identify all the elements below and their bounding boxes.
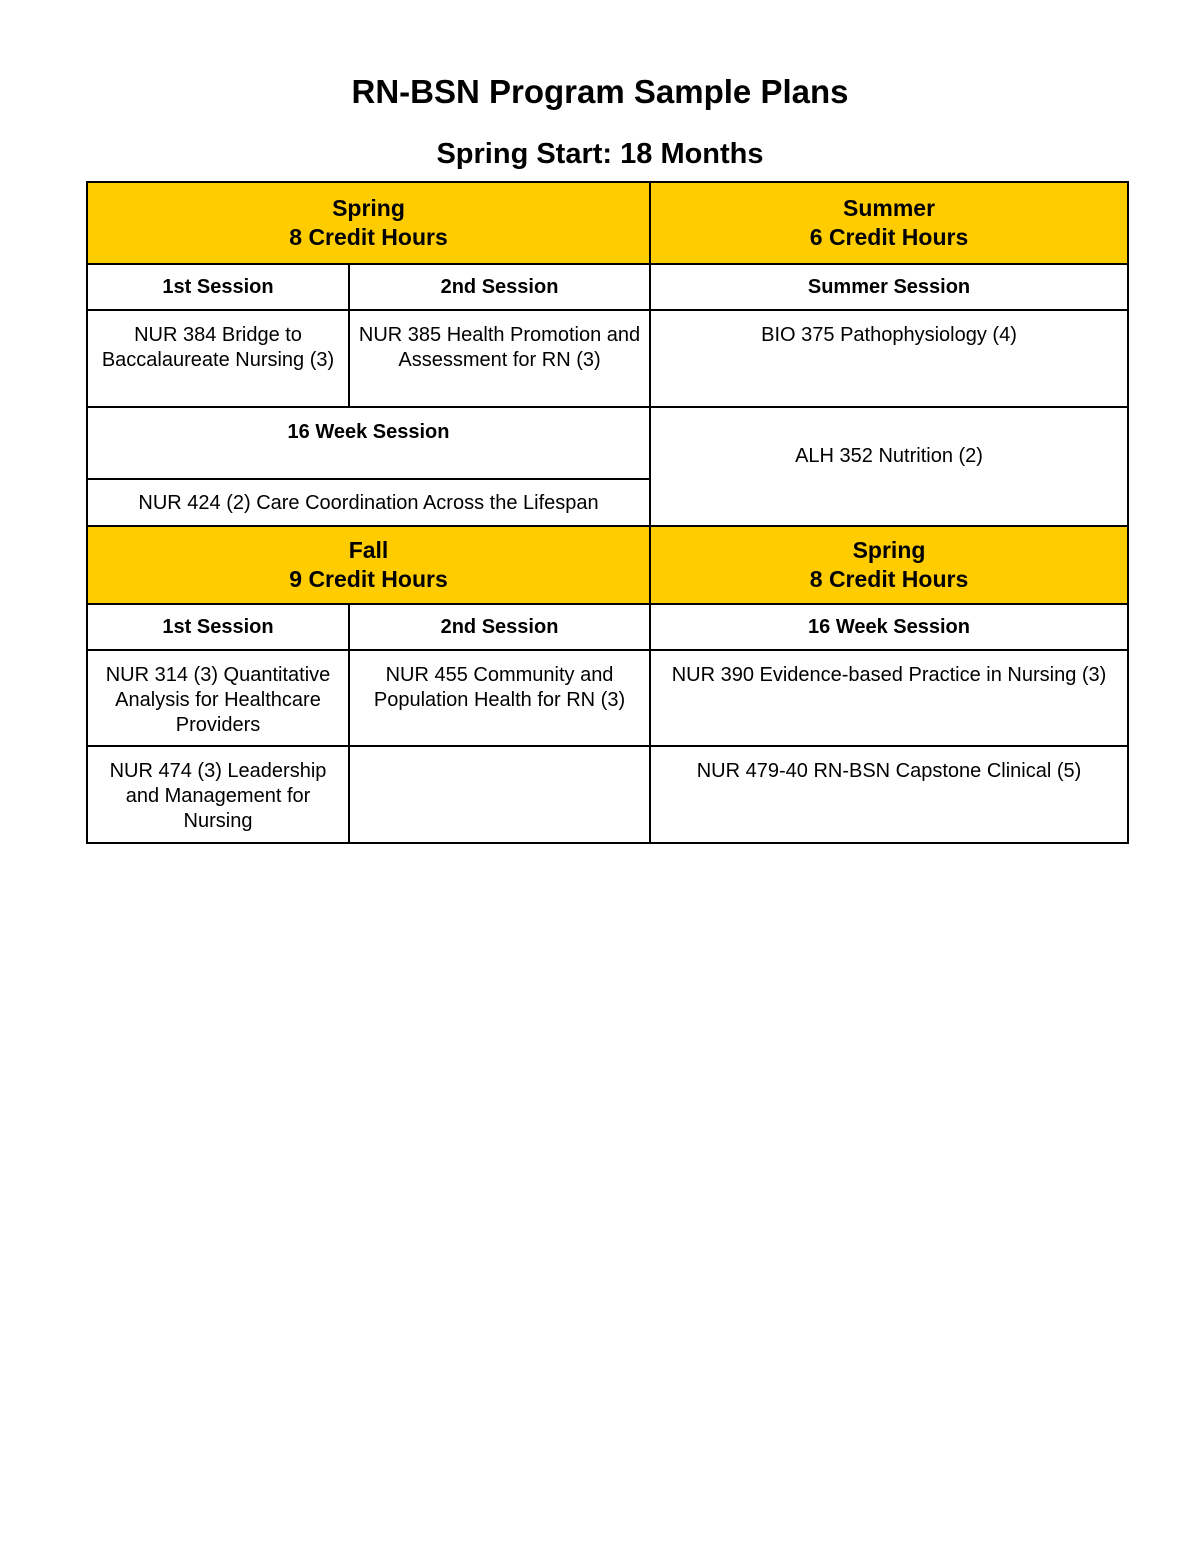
course-row: [87, 407, 1128, 479]
page-subtitle: Spring Start: 18 Months: [436, 138, 764, 170]
session-header-row: [87, 264, 1128, 310]
session-header: 16 Week Session: [650, 604, 1128, 650]
course-cell: NUR 479-40 RN-BSN Capstone Clinical (5): [650, 746, 1128, 843]
term-header-summer: [650, 182, 1128, 264]
course-cell: NUR 424 (2) Care Coordination Across the Lifespan: [87, 479, 650, 526]
session-header: Summer Session: [650, 264, 1128, 310]
session-header-16-week: 16 Week Session: [87, 407, 650, 479]
term-header-spring: [87, 182, 650, 264]
term-name: Spring: [332, 195, 405, 221]
session-header-row: [87, 604, 1128, 650]
course-cell: NUR 384 Bridge to Baccalaureate Nursing (3): [87, 310, 349, 407]
term-credits: 8 Credit Hours: [289, 224, 448, 250]
term-name: Spring: [852, 537, 926, 563]
session-header: 1st Session: [87, 264, 349, 310]
term-header-row: [87, 182, 1128, 264]
term-name: Summer: [842, 195, 936, 221]
course-cell: NUR 455 Community and Population Health for RN (3): [349, 650, 650, 746]
course-row: [87, 746, 1128, 843]
sample-plan-table: [86, 181, 1129, 844]
term-credits: 8 Credit Hours: [809, 566, 969, 592]
term-header-spring: [650, 526, 1128, 604]
page-title: RN-BSN Program Sample Plans: [351, 73, 849, 110]
course-row: [87, 650, 1128, 746]
session-header: 2nd Session: [349, 264, 650, 310]
session-header: 1st Session: [87, 604, 349, 650]
course-cell: NUR 385 Health Promotion and Assessment for RN (3): [349, 310, 650, 407]
term-name: Fall: [348, 537, 389, 563]
course-cell: NUR 474 (3) Leadership and Management for Nursing: [87, 746, 349, 843]
term-header-fall: [87, 526, 650, 604]
term-credits: 6 Credit Hours: [809, 224, 969, 250]
course-cell: ALH 352 Nutrition (2): [650, 407, 1128, 526]
course-cell: NUR 314 (3) Quantitative Analysis for Healthcare Providers: [87, 650, 349, 746]
course-cell: NUR 390 Evidence-based Practice in Nursing (3): [650, 650, 1128, 746]
term-credits: 9 Credit Hours: [289, 566, 448, 592]
term-header-row: [87, 526, 1128, 604]
course-cell: BIO 375 Pathophysiology (4): [650, 310, 1128, 407]
course-row: [87, 310, 1128, 407]
course-cell-empty: [349, 746, 650, 843]
session-header: 2nd Session: [349, 604, 650, 650]
